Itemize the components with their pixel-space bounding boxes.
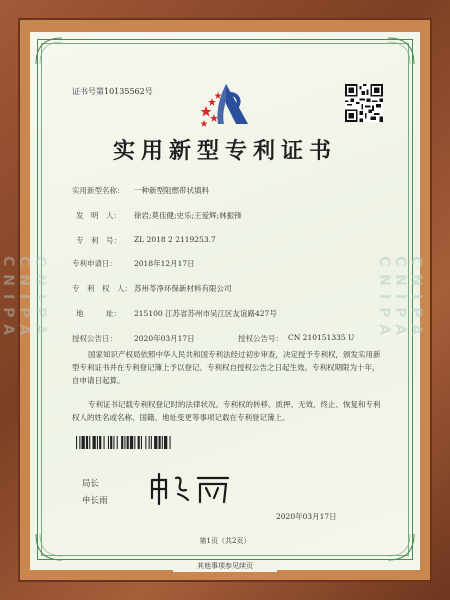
director-signature bbox=[148, 470, 238, 506]
grant-statement: 国家知识产权局依照中华人民共和国专利法经过初步审查，决定授予专利权，颁发实用新型专利证书并在专利登记簿上予以登记。专利权自授权公告之日起生效。专利权期限为十年，自申请日起算。 bbox=[72, 350, 381, 385]
sign-date: 2020年03月17日 bbox=[276, 512, 337, 521]
footer-note: 其他事项参见续页 bbox=[173, 560, 277, 572]
certificate-title: 实用新型专利证书 bbox=[112, 139, 337, 164]
cnipa-logo-icon bbox=[196, 80, 256, 128]
name-label: 实用新型名称： bbox=[72, 186, 125, 195]
auth-date-label: 授权公告日： bbox=[72, 334, 117, 343]
director-title: 局长 bbox=[82, 479, 100, 489]
address-value: 215100 江苏省苏州市吴江区友谊路427号 bbox=[134, 309, 277, 318]
patent-number-value: ZL 2018 2 2119253.7 bbox=[134, 235, 216, 244]
certificate-number: 证书号第10135562号 bbox=[72, 87, 153, 96]
filing-date-value: 2018年12月17日 bbox=[134, 259, 195, 268]
address-label: 地 址： bbox=[76, 309, 121, 318]
qr-code-icon bbox=[345, 84, 383, 122]
auth-number-label: 授权公告号： bbox=[238, 334, 283, 343]
patent-number-label: 专 利 号： bbox=[76, 236, 121, 245]
auth-date-value: 2020年03月17日 bbox=[134, 334, 195, 343]
inventor-value: 徐岩;莫佳健;史乐;王爱辉;林振锋 bbox=[134, 211, 242, 220]
watermark-left: CNIPA CNIPA CNIPA bbox=[0, 256, 48, 344]
inventor-label: 发 明 人： bbox=[76, 211, 121, 220]
director-name: 申长雨 bbox=[82, 496, 108, 506]
filing-date-label: 专利申请日： bbox=[72, 259, 117, 268]
page-number: 第1页（共2页） bbox=[199, 537, 251, 545]
name-value: 一种新型阻燃带状填料 bbox=[134, 186, 209, 195]
owner-value: 苏州苓净环保新材料有限公司 bbox=[134, 284, 232, 293]
legal-status-statement: 专利证书记载专利权登记时的法律状况。专利权的转移、质押、无效、终止、恢复和专利权人的姓名或名称、国籍、地址变更等事项记载在专利登记簿上。 bbox=[72, 400, 381, 422]
auth-number-value: CN 210151335 U bbox=[288, 333, 355, 342]
owner-label: 专 利 权 人： bbox=[72, 284, 132, 293]
watermark-right: CNIPA CNIPA CNIPA bbox=[376, 256, 424, 344]
barcode-icon bbox=[76, 436, 246, 449]
